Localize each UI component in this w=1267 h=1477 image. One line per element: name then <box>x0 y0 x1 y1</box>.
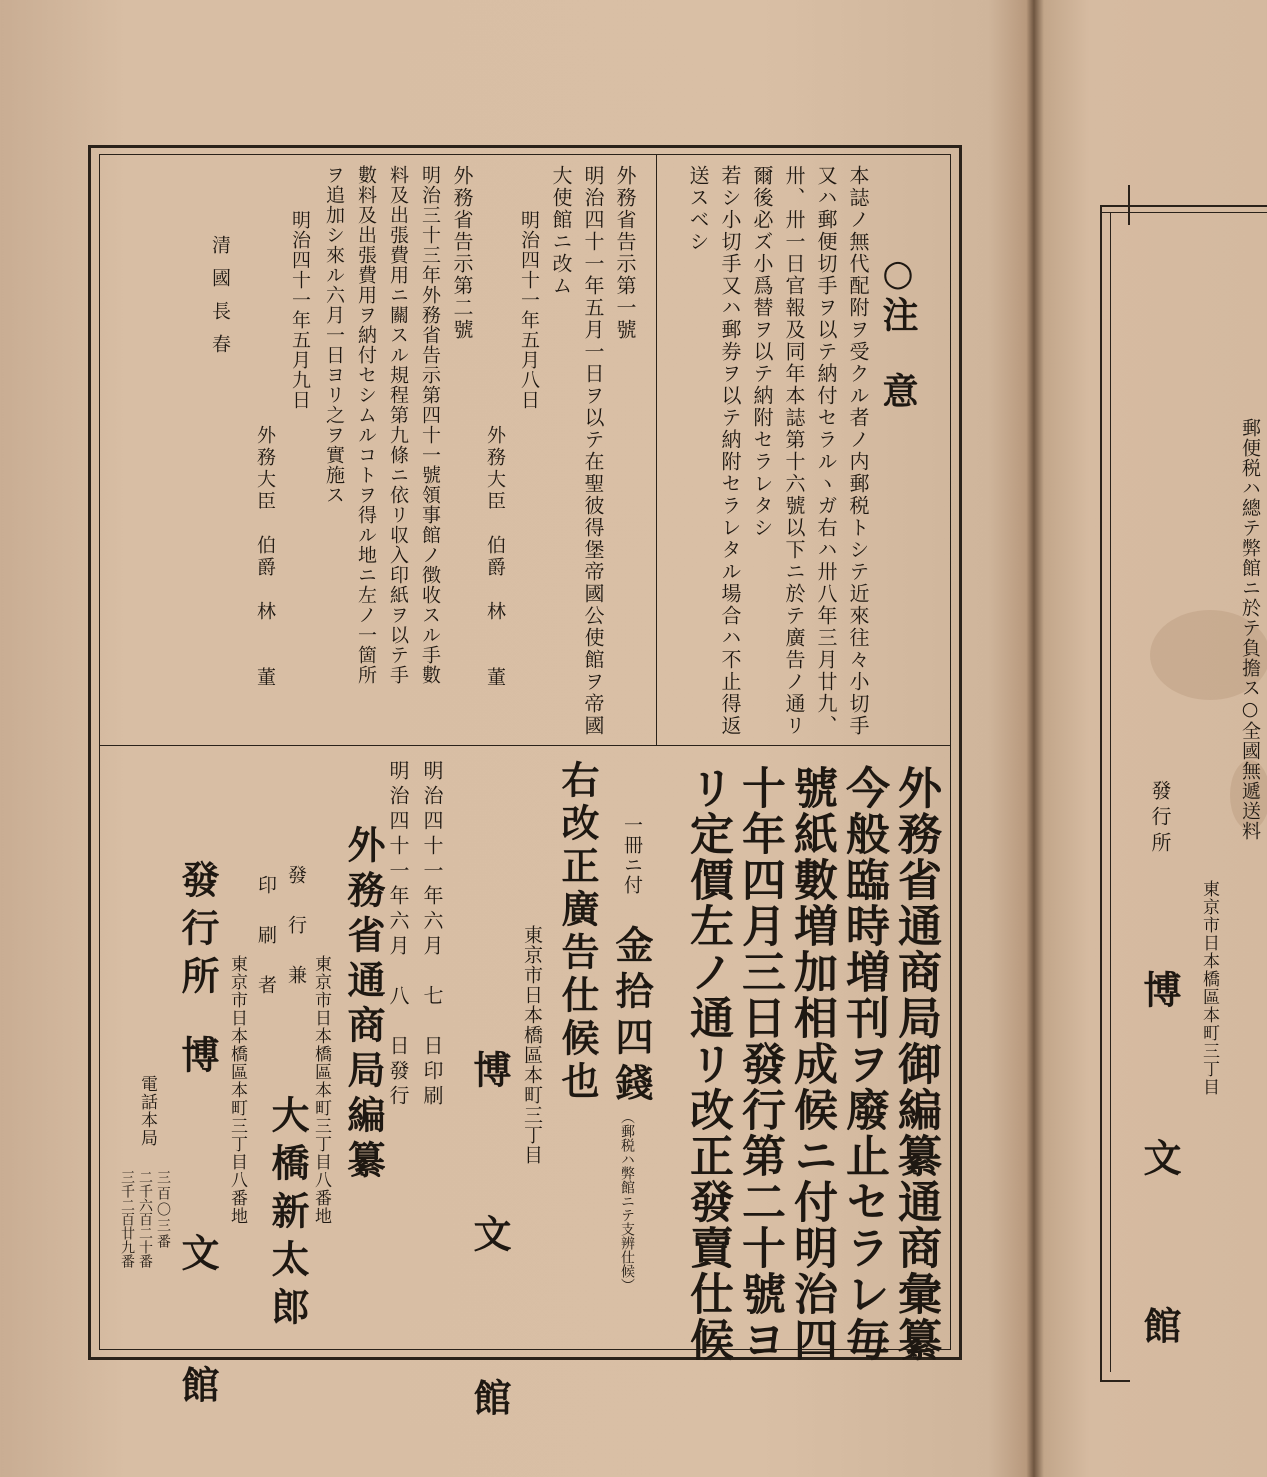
notification-1-signer: 外務大臣 伯爵 林 董 <box>484 425 506 689</box>
right-page-address: 東京市日本橋區本町三丁目 <box>1199 880 1219 1096</box>
advert-address: 東京市日本橋區本町三丁目 <box>521 925 543 1165</box>
notification-2-text: ヲ追加シ來ル六月一日ヨリ之ヲ實施ス <box>323 165 345 505</box>
notice-line: 卅、卅一日官報及同年本誌第十六號以下ニ於テ廣告ノ通リ <box>782 165 806 737</box>
colophon-address-2: 東京市日本橋區本町三丁目八番地 <box>227 955 247 1225</box>
notification-2-text: 數料及出張費用ヲ納付セシムルコトヲ得ル地ニ左ノ一箇所 <box>355 165 377 685</box>
notice-line: 爾後必ズ小爲替ヲ以テ納附セラレタシ <box>750 165 774 539</box>
advert-closing: 右改正廣告仕候也 <box>555 760 600 1104</box>
colophon-address: 東京市日本橋區本町三丁目八番地 <box>311 955 331 1225</box>
right-page-note: 郵便税ハ總テ弊館ニ於テ負擔ス○全國無遞送料 <box>1239 418 1261 841</box>
right-page-border <box>1100 1380 1130 1382</box>
notice-line: 若シ小切手又ハ郵券ヲ以テ納附セラレタル場合ハ不止得返 <box>718 165 742 737</box>
advert-price: 金拾四錢 <box>609 925 654 1109</box>
colophon-phone-label: 電話本局 <box>137 1075 157 1147</box>
advert-line: 今般臨時増刊ヲ廢止セラレ毎 <box>838 765 889 1363</box>
colophon-role-2: 印 刷 者 <box>255 875 277 1000</box>
notification-2-date: 明治四十一年五月九日 <box>289 210 311 410</box>
notice-line: 本誌ノ無代配附ヲ受クル者ノ内郵税トシテ近來往々小切手 <box>846 165 870 737</box>
colophon-printed-date: 明治四十一年六月 七 日印刷 <box>420 760 444 1110</box>
section-divider-horizontal <box>99 745 951 746</box>
colophon-person: 大橋新太郎 <box>265 1095 310 1335</box>
right-page-publisher: 博 文 館 <box>1137 970 1182 1390</box>
right-page-border <box>1100 205 1102 1380</box>
right-page-border <box>1100 205 1267 207</box>
notice-heading: ○注 意 <box>877 252 919 410</box>
advert-publisher: 博 文 館 <box>467 1050 512 1460</box>
advert-line: 外務省通商局御編纂通商彙纂 <box>890 765 941 1363</box>
colophon-phone: 三百〇三番 <box>155 1170 171 1250</box>
notification-1-text: 大使館ニ改ム <box>549 165 573 297</box>
colophon-editor: 外務省通商局編纂 <box>341 825 386 1185</box>
colophon-issued-date: 明治四十一年六月 八 日發行 <box>386 760 410 1110</box>
right-page-office-label: 發行所 <box>1148 780 1172 858</box>
right-page-border <box>1128 185 1130 225</box>
right-page-border <box>1110 212 1111 1372</box>
colophon-phone: 三千二百廿九番 <box>119 1170 135 1268</box>
colophon-phone: 二千六百二十番 <box>137 1170 153 1268</box>
colophon-office: 博 文 館 <box>175 1035 220 1431</box>
notice-line: 送スベシ <box>686 165 710 253</box>
notification-2-signer: 外務大臣 伯爵 林 董 <box>254 425 276 689</box>
section-divider-vertical <box>656 154 657 745</box>
colophon-office-label: 發行所 <box>175 860 220 1004</box>
advert-line: 號紙數増加相成候ニ付明治四 <box>786 765 837 1363</box>
notice-line: 又ハ郵便切手ヲ以テ納付セラルヽガ右ハ卅八年三月廿九、 <box>814 165 838 737</box>
notification-2-place: 清國長春 <box>209 235 231 367</box>
colophon-role: 發 行 兼 <box>285 865 307 990</box>
advert-price-note: （郵税ハ弊館ニテ支辨仕候） <box>619 1110 635 1292</box>
notification-1-date: 明治四十一年五月八日 <box>518 210 540 410</box>
right-page-border <box>1100 212 1267 213</box>
notification-1-text: 明治四十一年五月一日ヲ以テ在聖彼得堡帝國公使館ヲ帝國 <box>581 165 605 737</box>
notification-2-title: 外務省告示第二號 <box>450 165 474 341</box>
notification-1-title: 外務省告示第一號 <box>613 165 637 341</box>
advert-price-label: 一冊ニ付 <box>621 815 643 895</box>
advert-line: 十年四月三日發行第二十號ヨ <box>734 765 785 1363</box>
notification-2-text: 料及出張費用ニ關スル規程第九條ニ依リ収入印紙ヲ以テ手 <box>387 165 409 685</box>
notification-2-text: 明治三十三年外務省告示第四十一號領事館ノ徴收スル手數 <box>419 165 441 685</box>
advert-line: リ定價左ノ通リ改正發賣仕候 <box>682 765 733 1363</box>
